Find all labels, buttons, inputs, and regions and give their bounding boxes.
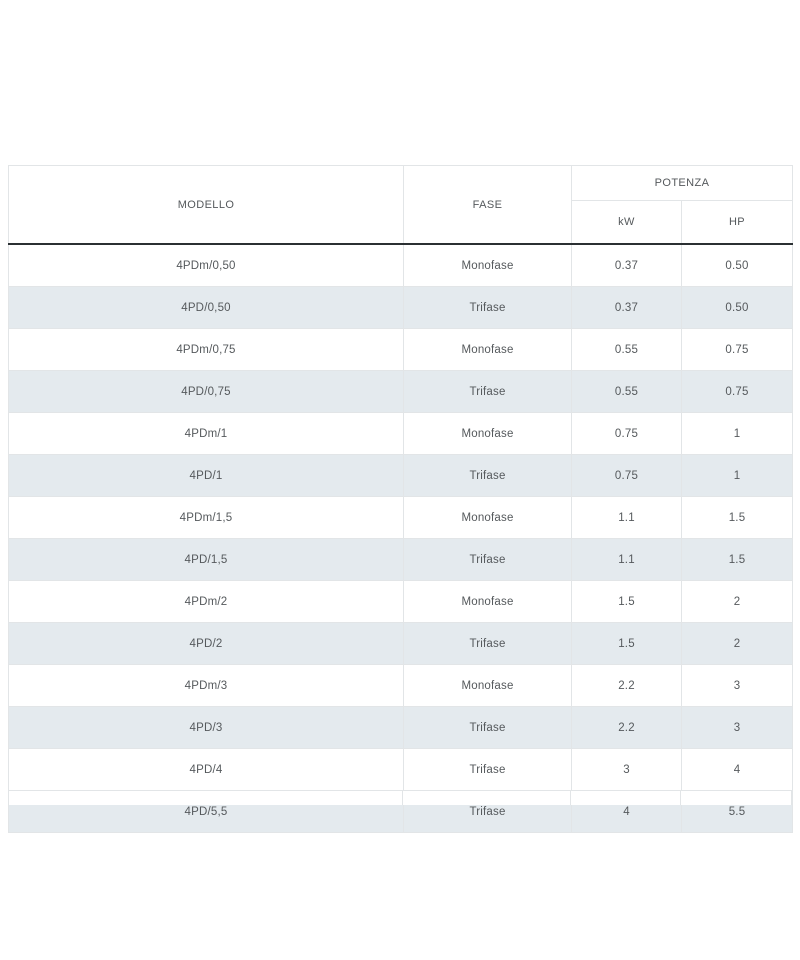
cell-modello: 4PD/5,5: [9, 791, 404, 833]
table-header-row-1: [9, 166, 793, 201]
cell-modello: 4PDm/2: [9, 581, 404, 623]
column-header-modello: MODELLO: [9, 166, 404, 245]
cell-hp: 5.5: [682, 791, 793, 833]
table-row: [9, 665, 793, 707]
table-row: [9, 413, 793, 455]
cell-modello: 4PD/4: [9, 749, 404, 791]
cell-kw: 0.55: [572, 329, 682, 371]
table-row: [9, 371, 793, 413]
cell-kw: [570, 791, 681, 805]
cell-fase: Trifase: [404, 371, 572, 413]
cell-fase: Trifase: [404, 539, 572, 581]
table-row: [9, 623, 793, 665]
cell-kw: 1.5: [572, 623, 682, 665]
cell-fase: Monofase: [404, 244, 572, 287]
cell-fase: Trifase: [404, 707, 572, 749]
cell-modello: 4PDm/0,75: [9, 329, 404, 371]
cell-fase: Trifase: [404, 791, 572, 833]
cell-kw: 0.75: [572, 413, 682, 455]
cell-modello: 4PD/1: [9, 455, 404, 497]
cell-kw: 0.37: [572, 287, 682, 329]
column-header-hp: HP: [682, 201, 793, 245]
column-header-kw: kW: [572, 201, 682, 245]
column-header-fase: FASE: [404, 166, 572, 245]
cell-hp: 3: [682, 707, 793, 749]
cell-kw: 1.1: [572, 497, 682, 539]
table-row: [9, 287, 793, 329]
cell-fase: Monofase: [404, 665, 572, 707]
cell-modello: 4PDm/1: [9, 413, 404, 455]
table-row-clipped: [8, 791, 792, 805]
cell-kw: 0.55: [572, 371, 682, 413]
table-row: [9, 539, 793, 581]
cell-hp: 1: [682, 413, 793, 455]
table-row: [9, 707, 793, 749]
cell-fase: Monofase: [404, 581, 572, 623]
cell-modello: [8, 791, 403, 805]
table-body: [9, 244, 793, 833]
cell-modello: 4PDm/1,5: [9, 497, 404, 539]
cell-fase: Trifase: [404, 455, 572, 497]
cell-kw: 4: [572, 791, 682, 833]
cell-fase: Monofase: [404, 413, 572, 455]
cell-hp: 1.5: [682, 497, 793, 539]
cell-hp: [680, 791, 792, 805]
cell-hp: 1.5: [682, 539, 793, 581]
table-header: [9, 166, 793, 245]
cell-modello: 4PDm/0,50: [9, 244, 404, 287]
cell-hp: 4: [682, 749, 793, 791]
cell-hp: 1: [682, 455, 793, 497]
cell-fase: Monofase: [404, 497, 572, 539]
cell-hp: 0.50: [682, 287, 793, 329]
cell-kw: 0.75: [572, 455, 682, 497]
cell-hp: 0.50: [682, 244, 793, 287]
cell-hp: 2: [682, 623, 793, 665]
specification-table-container: [8, 165, 792, 833]
cell-fase: [402, 791, 571, 805]
cell-hp: 0.75: [682, 329, 793, 371]
cell-modello: 4PD/0,50: [9, 287, 404, 329]
cell-kw: 0.37: [572, 244, 682, 287]
cell-kw: 2.2: [572, 707, 682, 749]
column-header-potenza: POTENZA: [572, 166, 793, 201]
cell-fase: Monofase: [404, 329, 572, 371]
table-row: [9, 244, 793, 287]
cell-kw: 2.2: [572, 665, 682, 707]
table-row: [9, 329, 793, 371]
cell-hp: 3: [682, 665, 793, 707]
cell-kw: 1.5: [572, 581, 682, 623]
specification-table: [8, 165, 793, 833]
cell-fase: Trifase: [404, 623, 572, 665]
cell-hp: 2: [682, 581, 793, 623]
table-row: [9, 581, 793, 623]
cell-fase: Trifase: [404, 287, 572, 329]
cell-kw: 1.1: [572, 539, 682, 581]
cell-modello: 4PD/2: [9, 623, 404, 665]
table-row: [9, 749, 793, 791]
cell-modello: 4PD/0,75: [9, 371, 404, 413]
cell-kw: 3: [572, 749, 682, 791]
table-row: [9, 455, 793, 497]
cell-modello: 4PD/3: [9, 707, 404, 749]
cell-fase: Trifase: [404, 749, 572, 791]
cell-hp: 0.75: [682, 371, 793, 413]
cell-modello: 4PD/1,5: [9, 539, 404, 581]
table-row: [9, 497, 793, 539]
cell-modello: 4PDm/3: [9, 665, 404, 707]
